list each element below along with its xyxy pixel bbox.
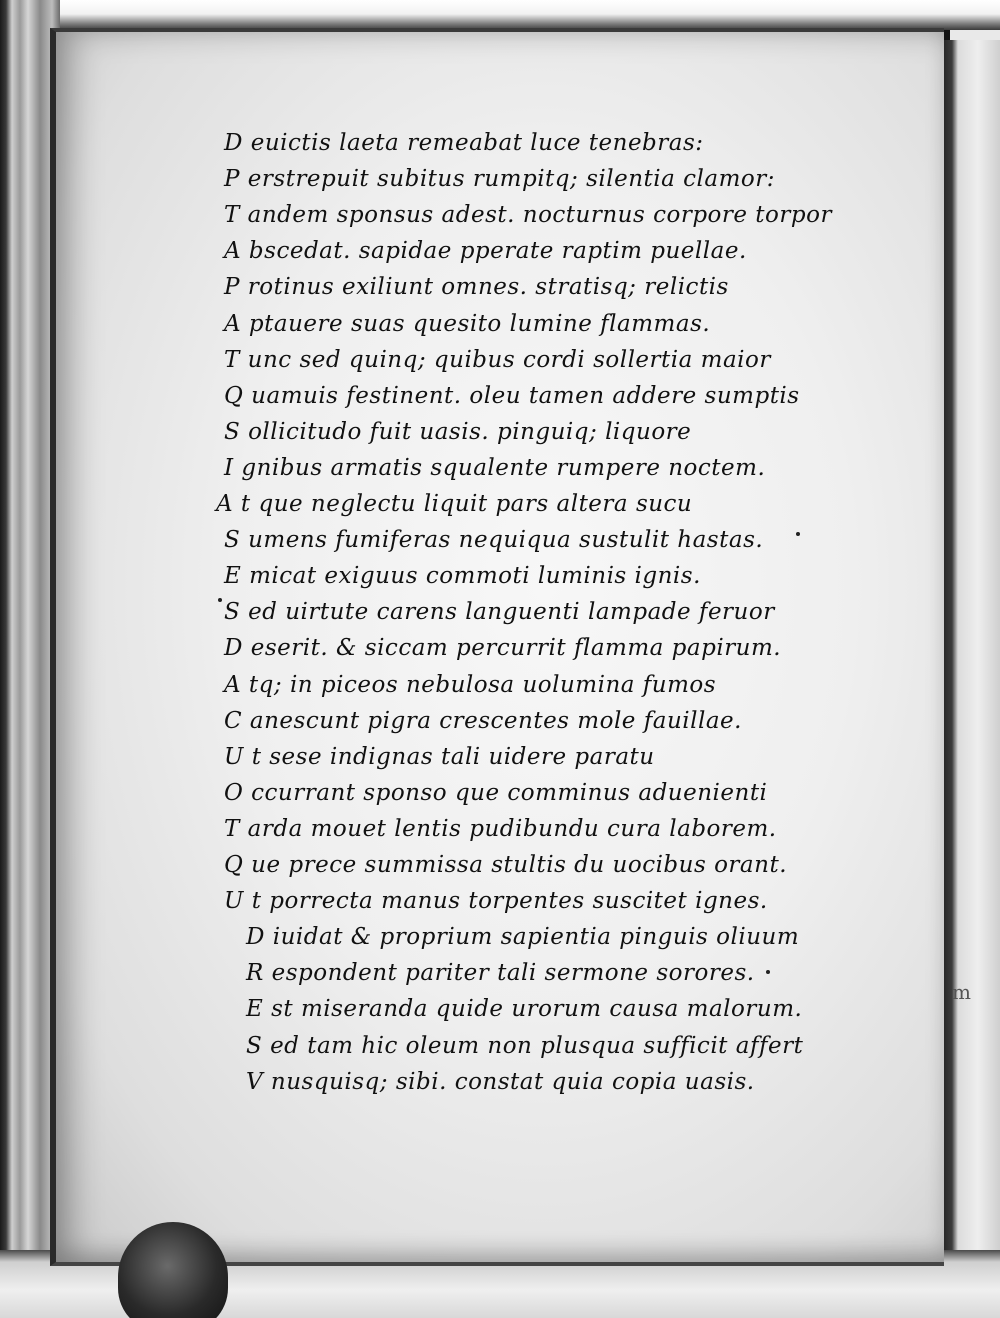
manuscript-line: T andem sponsus adest. nocturnus corpore torpor (224, 202, 832, 229)
manuscript-line: Q ue prece summissa stultis du uocibus orant. (224, 852, 787, 878)
manuscript-line: D euictis laeta remeabat luce tenebras: (224, 130, 704, 156)
manuscript-line: D iuidat & proprium sapientia pinguis oliuum (246, 924, 800, 951)
manuscript-line: E micat exiguus commoti luminis ignis. (224, 563, 701, 590)
manuscript-text-block (56, 32, 944, 1262)
manuscript-page (50, 28, 944, 1266)
manuscript-line: C anescunt pigra crescentes mole fauillae. (224, 707, 742, 734)
manuscript-line: A bscedat. sapidae pperate raptim puellae. (224, 238, 747, 265)
ink-dot (218, 598, 222, 602)
ink-dot (766, 970, 770, 974)
manuscript-line: R espondent pariter tali sermone sorores. (246, 960, 755, 987)
manuscript-line: S ed uirtute carens languenti lampade feruor (224, 599, 775, 626)
manuscript-line: A tq; in piceos nebulosa uolumina fumos (224, 671, 717, 698)
facing-page-edge (938, 40, 1000, 1318)
manuscript-line: S ollicitudo fuit uasis. pinguiq; liquore (224, 418, 692, 445)
manuscript-line: P rotinus exiliunt omnes. stratisq; relictis (224, 274, 729, 301)
manuscript-line: T unc sed quinq; quibus cordi sollertia maior (224, 346, 771, 373)
manuscript-line: I gnibus armatis squalente rumpere noctem. (224, 454, 766, 481)
manuscript-line: S ed tam hic oleum non plusqua sufficit affert (246, 1032, 804, 1059)
manuscript-line: Q uamuis festinent. oleu tamen addere sumptis (224, 382, 800, 409)
manuscript-line: U t sese indignas tali uidere paratu (224, 743, 655, 770)
manuscript-line: E st miseranda quide urorum causa malorum. (246, 996, 803, 1023)
manuscript-line: O ccurrant sponso que comminus aduenienti (224, 779, 768, 806)
manuscript-line: P erstrepuit subitus rumpitq; silentia clamor: (224, 166, 775, 193)
manuscript-line: D eserit. & siccam percurrit flamma papirum. (224, 635, 782, 662)
facing-page-margin-mark: m (952, 980, 971, 1004)
manuscript-line: A t que neglectu liquit pars altera sucu (216, 491, 693, 517)
manuscript-line: T arda mouet lentis pudibundu cura laborem. (224, 815, 777, 842)
manuscript-line: U t porrecta manus torpentes suscitet ignes. (224, 888, 768, 915)
manuscript-line: V nusquisq; sibi. constat quia copia uasis. (246, 1068, 755, 1095)
ink-dot (796, 532, 800, 536)
manuscript-line: S umens fumiferas nequiqua sustulit hastas. (224, 527, 764, 554)
book-top-edge (0, 0, 1000, 30)
manuscript-line: A ptauere suas quesito lumine flammas. (224, 310, 711, 337)
